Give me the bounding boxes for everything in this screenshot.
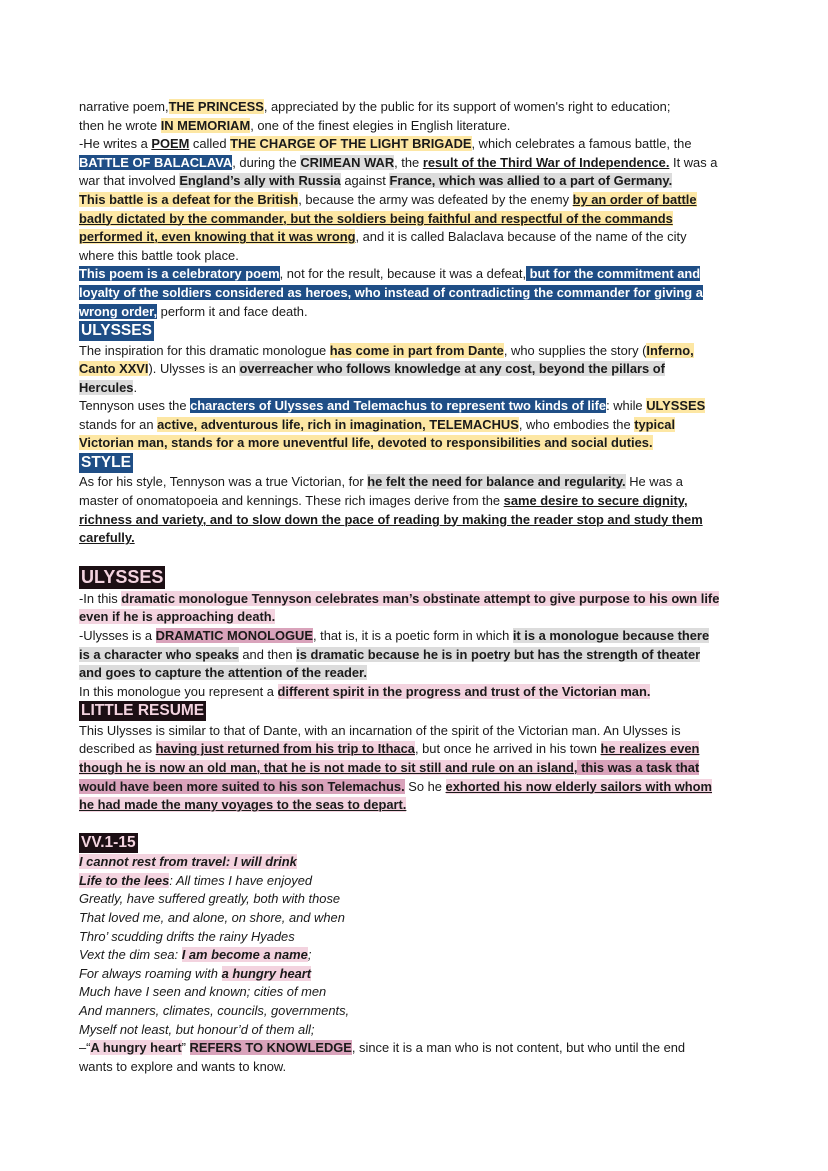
underlined-phrase: richness and variety, and to slow down the pace of reading by making the reader stop and study them — [79, 511, 703, 527]
section-heading: STYLE — [81, 454, 131, 472]
text-line — [79, 664, 751, 683]
text-line: then he wrote IN MEMORIAM, one of the finest elegies in English literature. — [79, 117, 511, 133]
little-resume-section — [79, 701, 751, 814]
section-heading: VV.1-15 — [81, 833, 136, 851]
highlight-pink: I cannot rest from travel: I will drink — [79, 854, 297, 870]
highlight-title: THE PRINCESS — [168, 99, 264, 114]
text-line: This Ulysses is similar to that of Dante, with an incarnation of the spirit of the Victorian man. An Ulysses is — [79, 722, 681, 738]
text-line — [79, 608, 751, 627]
text-line: Hercules. — [79, 379, 138, 395]
text-line: war that involved England’s ally with Russia against France, which was allied to a part of Germany. — [79, 173, 673, 189]
text-line — [79, 434, 751, 453]
section-heading: LITTLE RESUME — [81, 702, 205, 720]
highlight-grey: Hercules — [79, 379, 134, 395]
verse-line: That loved me, and alone, on shore, and when — [79, 909, 345, 925]
highlight-grey: it is a monologue because there — [512, 628, 710, 644]
highlight-pink-underlined: he had made the many voyages to the seas to depart. — [79, 797, 407, 813]
highlight-navy: but for the commitment and — [526, 266, 701, 282]
verses-section — [79, 833, 751, 1077]
text-line — [79, 796, 751, 815]
highlight-yellow: has come in part from Dante — [329, 342, 504, 358]
verse-line: And manners, climates, councils, governments, — [79, 1002, 350, 1018]
highlight-navy: loyalty of the soldiers considered as heroes, who instead of contradicting the commander for giving a — [79, 284, 703, 300]
text-line: where this battle took place. — [79, 247, 239, 263]
text-line: -In this dramatic monologue Tennyson celebrates man’s obstinate attempt to give purpose to his own life — [79, 590, 720, 606]
text-line — [79, 210, 751, 229]
section-heading: ULYSSES — [81, 566, 164, 587]
highlight-mauve: DRAMATIC MONOLOGUE — [155, 628, 313, 644]
highlight-pink-underlined: though he is now an old man, that he is not made to sit still and rule on an island, — [79, 759, 578, 775]
highlight-pink: A hungry heart — [90, 1040, 182, 1056]
text-line: In this monologue you represent a different spirit in the progress and trust of the Victorian man. — [79, 683, 651, 699]
text-line: wants to explore and wants to know. — [79, 1058, 287, 1074]
highlight-pink: Life to the lees — [79, 872, 170, 888]
highlight-pink-underlined: having just returned from his trip to Ithaca — [155, 741, 415, 757]
text-line: –“A hungry heart” REFERS TO KNOWLEDGE, since it is a man who is not content, but who until the end — [79, 1040, 686, 1056]
verse-line — [79, 853, 751, 872]
highlight-grey: is a character who speaks — [79, 646, 239, 662]
underlined-phrase: result of the Third War of Independence. — [422, 154, 670, 170]
verse-line: Much have I seen and known; cities of men — [79, 984, 327, 1000]
text-line — [79, 759, 751, 778]
text-line: -He writes a POEM called THE CHARGE OF THE LIGHT BRIGADE, which celebrates a famous battle, the — [79, 136, 692, 152]
document-page — [79, 98, 751, 1076]
text-line: narrative poem,THE PRINCESS, appreciated by the public for its support of women's right to education; — [79, 99, 671, 114]
text-line: is a character who speaks and then is dramatic because he is in poetry but has the strength of theater — [79, 646, 701, 662]
text-line: performed it, even knowing that it was wrong, and it is called Balaclava because of the name of the city — [79, 229, 687, 245]
verse-line: Vext the dim sea: I am become a name; — [79, 947, 312, 963]
highlight-mauve: REFERS TO KNOWLEDGE — [189, 1040, 352, 1056]
verse-line: Life to the lees: All times I have enjoyed — [79, 872, 313, 888]
text-line: wrong order, perform it and face death. — [79, 303, 308, 319]
text-line: The inspiration for this dramatic monologue has come in part from Dante, who supplies the story (Inferno, — [79, 342, 694, 358]
highlight-yellow: typical — [634, 416, 676, 432]
text-line: -Ulysses is a DRAMATIC MONOLOGUE, that is, it is a poetic form in which it is a monologue because there — [79, 628, 710, 644]
highlight-title: THE CHARGE OF THE LIGHT BRIGADE — [230, 136, 472, 152]
highlight-title: IN MEMORIAM — [160, 117, 251, 133]
underlined-phrase: carefully. — [79, 530, 135, 546]
highlight-yellow: Victorian man, stands for a more uneventful life, devoted to responsibilities and social duties. — [79, 435, 653, 451]
highlight-yellow: Inferno, — [646, 342, 694, 358]
highlight-pink: even if he is approaching death. — [79, 609, 276, 625]
verse-line: Greatly, have suffered greatly, both with those — [79, 891, 341, 907]
section-heading: ULYSSES — [81, 322, 152, 340]
text-line: described as having just returned from his trip to Ithaca, but once he arrived in his town he realizes even — [79, 741, 700, 757]
highlight-pink-underlined: he realizes even — [600, 741, 700, 757]
text-line: This battle is a defeat for the British, because the army was defeated by the enemy by an order of battle — [79, 191, 697, 207]
highlight-mauve: would have been more suited to his son Telemachus. — [79, 778, 405, 794]
highlight-navy: BATTLE OF BALACLAVA — [79, 154, 233, 170]
text-line — [79, 511, 751, 530]
highlight-pink-underlined: exhorted his now elderly sailors with whom — [445, 778, 713, 794]
text-line: BATTLE OF BALACLAVA, during the CRIMEAN WAR, the result of the Third War of Independence. It was a — [79, 154, 718, 170]
highlight-yellow: Canto XXVI — [79, 361, 149, 377]
text-line: master of onomatopoeia and kennings. These rich images derive from the same desire to secure dignity, — [79, 493, 688, 509]
intro-section — [79, 98, 751, 321]
highlight-grey: CRIMEAN WAR — [300, 154, 395, 170]
style-section — [79, 453, 751, 548]
verse-line: For always roaming with a hungry heart — [79, 965, 312, 981]
highlight-navy: This poem is a celebratory poem — [79, 266, 280, 282]
text-line: This poem is a celebratory poem, not for the result, because it was a defeat, but for the commitment and — [79, 266, 701, 282]
highlight-pink: dramatic monologue Tennyson celebrates man’s obstinate attempt to give purpose to his own life — [121, 590, 720, 606]
highlight-yellow-underlined: performed it, even knowing that it was wrong — [79, 229, 356, 245]
highlight-mauve: this was a task that — [577, 759, 700, 775]
ulysses-monologue-section — [79, 566, 751, 702]
ulysses-intro-section — [79, 321, 751, 453]
highlight-yellow: ULYSSES — [646, 398, 706, 414]
highlight-grey: he felt the need for balance and regularity. — [367, 474, 626, 490]
highlight-grey: is dramatic because he is in poetry but has the strength of theater — [296, 646, 701, 662]
highlight-yellow-underlined: badly dictated by the commander, but the soldiers being faithful and respectful of the commands — [79, 210, 673, 226]
underlined-phrase: same desire to secure dignity, — [503, 493, 688, 509]
highlight-navy: characters of Ulysses and Telemachus to represent two kinds of life — [190, 398, 607, 414]
verse-line: Thro’ scudding drifts the rainy Hyades — [79, 928, 295, 944]
highlight-pink: different spirit in the progress and trust of the Victorian man. — [277, 683, 651, 699]
highlight-yellow-underlined: by an order of battle — [572, 191, 697, 207]
text-line: stands for an active, adventurous life, rich in imagination, TELEMACHUS, who embodies the typical — [79, 416, 676, 432]
highlight-grey: overreacher who follows knowledge at any cost, beyond the pillars of — [239, 361, 665, 377]
highlight-navy: wrong order, — [79, 303, 158, 319]
verse-line: Myself not least, but honour’d of them all; — [79, 1021, 315, 1037]
text-line: Tennyson uses the characters of Ulysses and Telemachus to represent two kinds of life: while ULYSSES — [79, 398, 706, 414]
highlight-grey: France, which was allied to a part of Germany. — [389, 173, 673, 189]
highlight-pink: I am become a name — [181, 947, 308, 963]
text-line: would have been more suited to his son Telemachus. So he exhorted his now elderly sailors with whom — [79, 778, 713, 794]
text-line — [79, 284, 751, 303]
underlined-term: POEM — [151, 136, 190, 152]
text-line — [79, 529, 751, 548]
highlight-grey: and goes to capture the attention of the reader. — [79, 665, 367, 681]
highlight-yellow: This battle is a defeat for the British — [79, 191, 299, 207]
highlight-grey: England’s ally with Russia — [179, 173, 341, 189]
text-line: As for his style, Tennyson was a true Victorian, for he felt the need for balance and regularity. He was a — [79, 474, 683, 490]
text-line: Canto XXVI). Ulysses is an overreacher who follows knowledge at any cost, beyond the pillars of — [79, 361, 665, 377]
highlight-pink: a hungry heart — [221, 965, 312, 981]
highlight-yellow: active, adventurous life, rich in imagination, TELEMACHUS — [157, 416, 519, 432]
